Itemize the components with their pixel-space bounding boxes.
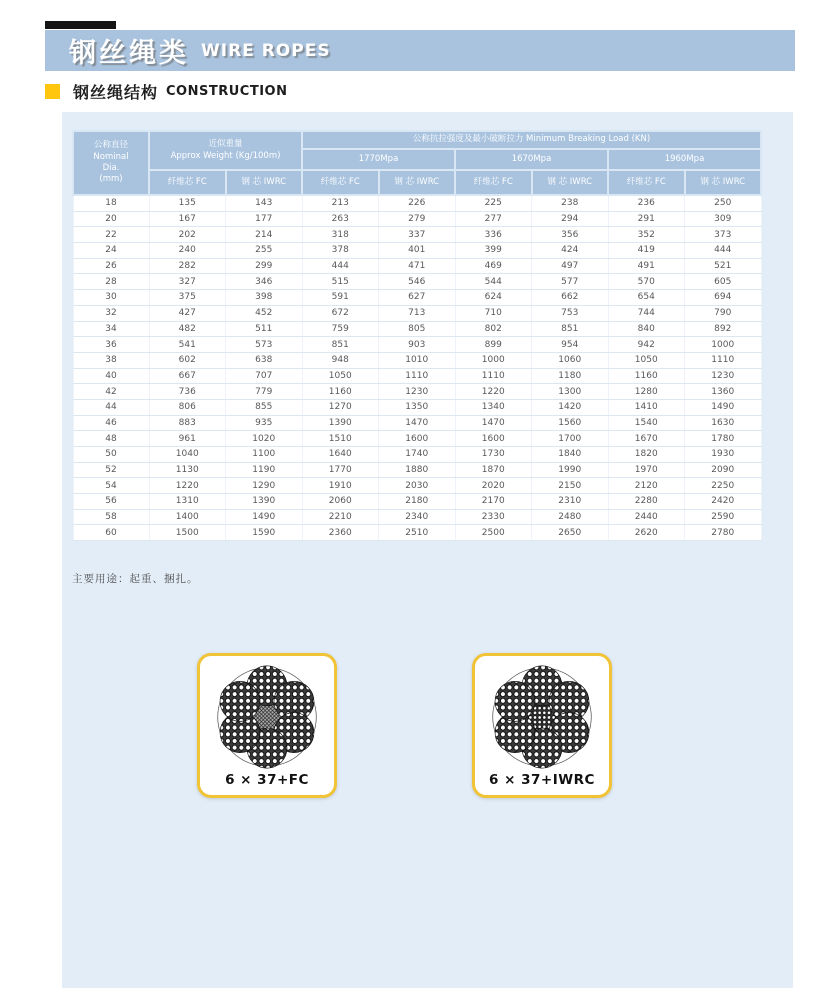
table-cell: 1040 xyxy=(149,447,226,463)
table-cell: 34 xyxy=(73,321,149,337)
section-title-en: CONSTRUCTION xyxy=(166,84,288,99)
table-cell: 177 xyxy=(226,211,303,227)
table-cell: 42 xyxy=(73,384,149,400)
table-cell: 2480 xyxy=(532,509,609,525)
table-cell: 851 xyxy=(302,337,379,353)
table-cell: 240 xyxy=(149,243,226,259)
table-cell: 291 xyxy=(608,211,685,227)
table-cell: 883 xyxy=(149,415,226,431)
table-cell: 1050 xyxy=(608,352,685,368)
table-cell: 263 xyxy=(302,211,379,227)
table-cell: 2250 xyxy=(685,478,762,494)
table-cell: 662 xyxy=(532,290,609,306)
category-banner xyxy=(45,30,795,71)
diagram-label-fc: 6 × 37+FC xyxy=(225,772,309,788)
table-cell: 1230 xyxy=(685,368,762,384)
header-iwrc: 钢 芯 IWRC xyxy=(226,170,303,195)
table-cell: 1470 xyxy=(455,415,532,431)
table-cell: 419 xyxy=(608,243,685,259)
table-cell: 541 xyxy=(149,337,226,353)
header-fc: 纤维芯 FC xyxy=(302,170,379,195)
table-cell: 36 xyxy=(73,337,149,353)
table-cell: 52 xyxy=(73,462,149,478)
table-row xyxy=(73,525,761,541)
table-row xyxy=(73,243,761,259)
header-1770mpa: 1770Mpa xyxy=(302,149,455,170)
header-iwrc: 钢 芯 IWRC xyxy=(532,170,609,195)
table-cell: 399 xyxy=(455,243,532,259)
table-cell: 336 xyxy=(455,227,532,243)
table-cell: 202 xyxy=(149,227,226,243)
table-cell: 236 xyxy=(608,195,685,211)
content-panel xyxy=(62,112,793,988)
table-cell: 48 xyxy=(73,431,149,447)
table-cell: 2360 xyxy=(302,525,379,541)
table-cell: 44 xyxy=(73,399,149,415)
table-cell: 707 xyxy=(226,368,303,384)
table-cell: 1410 xyxy=(608,399,685,415)
table-row xyxy=(73,305,761,321)
table-cell: 1390 xyxy=(226,494,303,510)
table-row xyxy=(73,431,761,447)
table-cell: 1630 xyxy=(685,415,762,431)
bullet-square-icon xyxy=(45,84,60,99)
table-row xyxy=(73,195,761,211)
table-cell: 2440 xyxy=(608,509,685,525)
table-cell: 2620 xyxy=(608,525,685,541)
table-row xyxy=(73,509,761,525)
table-cell: 954 xyxy=(532,337,609,353)
table-cell: 2280 xyxy=(608,494,685,510)
table-cell: 20 xyxy=(73,211,149,227)
table-cell: 1390 xyxy=(302,415,379,431)
table-row xyxy=(73,494,761,510)
diagram-label-iwrc: 6 × 37+IWRC xyxy=(489,772,595,788)
table-row xyxy=(73,211,761,227)
wire-rope-cross-section-iwrc-icon xyxy=(483,664,601,770)
table-cell: 961 xyxy=(149,431,226,447)
table-cell: 1000 xyxy=(455,352,532,368)
table-cell: 948 xyxy=(302,352,379,368)
table-cell: 56 xyxy=(73,494,149,510)
table-cell: 2510 xyxy=(379,525,456,541)
table-cell: 1820 xyxy=(608,447,685,463)
table-cell: 277 xyxy=(455,211,532,227)
header-iwrc: 钢 芯 IWRC xyxy=(685,170,762,195)
table-row xyxy=(73,462,761,478)
table-cell: 694 xyxy=(685,290,762,306)
table-cell: 1670 xyxy=(608,431,685,447)
table-row xyxy=(73,384,761,400)
table-cell: 491 xyxy=(608,258,685,274)
table-cell: 2030 xyxy=(379,478,456,494)
header-breaking-load: 公称抗拉强度及最小破断拉力 Minimum Breaking Load (KN) xyxy=(302,131,761,149)
table-cell: 2420 xyxy=(685,494,762,510)
table-cell: 346 xyxy=(226,274,303,290)
table-cell: 713 xyxy=(379,305,456,321)
table-cell: 1310 xyxy=(149,494,226,510)
table-cell: 1590 xyxy=(226,525,303,541)
table-cell: 294 xyxy=(532,211,609,227)
table-cell: 1870 xyxy=(455,462,532,478)
table-cell: 759 xyxy=(302,321,379,337)
table-cell: 710 xyxy=(455,305,532,321)
table-cell: 1350 xyxy=(379,399,456,415)
table-cell: 38 xyxy=(73,352,149,368)
table-cell: 1740 xyxy=(379,447,456,463)
header-fc: 纤维芯 FC xyxy=(149,170,226,195)
header-nominal-dia: 公称直径 Nominal Dia. (mm) xyxy=(73,131,149,195)
table-cell: 318 xyxy=(302,227,379,243)
table-cell: 1220 xyxy=(149,478,226,494)
table-cell: 591 xyxy=(302,290,379,306)
table-cell: 1400 xyxy=(149,509,226,525)
table-cell: 26 xyxy=(73,258,149,274)
table-cell: 398 xyxy=(226,290,303,306)
table-cell: 135 xyxy=(149,195,226,211)
table-cell: 282 xyxy=(149,258,226,274)
table-cell: 378 xyxy=(302,243,379,259)
table-cell: 482 xyxy=(149,321,226,337)
diagram-card-fc xyxy=(197,653,337,798)
table-cell: 1290 xyxy=(226,478,303,494)
table-cell: 802 xyxy=(455,321,532,337)
header-iwrc: 钢 芯 IWRC xyxy=(379,170,456,195)
table-row xyxy=(73,274,761,290)
table-row xyxy=(73,478,761,494)
table-cell: 30 xyxy=(73,290,149,306)
table-cell: 497 xyxy=(532,258,609,274)
table-cell: 469 xyxy=(455,258,532,274)
table-cell: 1160 xyxy=(302,384,379,400)
table-cell: 58 xyxy=(73,509,149,525)
table-cell: 1640 xyxy=(302,447,379,463)
table-cell: 736 xyxy=(149,384,226,400)
table-cell: 1780 xyxy=(685,431,762,447)
table-cell: 1280 xyxy=(608,384,685,400)
header-fc: 纤维芯 FC xyxy=(455,170,532,195)
table-cell: 238 xyxy=(532,195,609,211)
table-cell: 1490 xyxy=(685,399,762,415)
table-cell: 279 xyxy=(379,211,456,227)
table-cell: 577 xyxy=(532,274,609,290)
table-cell: 1160 xyxy=(608,368,685,384)
table-cell: 1020 xyxy=(226,431,303,447)
table-cell: 892 xyxy=(685,321,762,337)
table-cell: 444 xyxy=(302,258,379,274)
table-cell: 1100 xyxy=(226,447,303,463)
table-cell: 1970 xyxy=(608,462,685,478)
table-cell: 1910 xyxy=(302,478,379,494)
table-cell: 2500 xyxy=(455,525,532,541)
table-cell: 602 xyxy=(149,352,226,368)
table-cell: 143 xyxy=(226,195,303,211)
table-cell: 1730 xyxy=(455,447,532,463)
table-cell: 942 xyxy=(608,337,685,353)
table-cell: 806 xyxy=(149,399,226,415)
table-cell: 1060 xyxy=(532,352,609,368)
table-cell: 1510 xyxy=(302,431,379,447)
diagram-card-iwrc xyxy=(472,653,612,798)
table-cell: 638 xyxy=(226,352,303,368)
table-cell: 401 xyxy=(379,243,456,259)
table-cell: 250 xyxy=(685,195,762,211)
table-cell: 327 xyxy=(149,274,226,290)
header-1670mpa: 1670Mpa xyxy=(455,149,608,170)
table-cell: 213 xyxy=(302,195,379,211)
table-cell: 226 xyxy=(379,195,456,211)
table-row xyxy=(73,227,761,243)
table-cell: 1770 xyxy=(302,462,379,478)
table-cell: 546 xyxy=(379,274,456,290)
table-cell: 1490 xyxy=(226,509,303,525)
table-cell: 471 xyxy=(379,258,456,274)
table-cell: 605 xyxy=(685,274,762,290)
table-row xyxy=(73,290,761,306)
table-row xyxy=(73,352,761,368)
table-cell: 214 xyxy=(226,227,303,243)
table-cell: 515 xyxy=(302,274,379,290)
table-cell: 855 xyxy=(226,399,303,415)
table-cell: 225 xyxy=(455,195,532,211)
table-cell: 60 xyxy=(73,525,149,541)
banner-title-en: WIRE ROPES xyxy=(201,40,331,61)
table-cell: 427 xyxy=(149,305,226,321)
table-cell: 521 xyxy=(685,258,762,274)
table-cell: 40 xyxy=(73,368,149,384)
table-cell: 2210 xyxy=(302,509,379,525)
table-row xyxy=(73,415,761,431)
table-cell: 1500 xyxy=(149,525,226,541)
table-cell: 299 xyxy=(226,258,303,274)
table-cell: 46 xyxy=(73,415,149,431)
section-title-cn: 钢丝绳结构 xyxy=(73,83,159,102)
table-cell: 1130 xyxy=(149,462,226,478)
table-cell: 2310 xyxy=(532,494,609,510)
table-cell: 753 xyxy=(532,305,609,321)
table-cell: 54 xyxy=(73,478,149,494)
table-cell: 1180 xyxy=(532,368,609,384)
table-cell: 1990 xyxy=(532,462,609,478)
table-row xyxy=(73,321,761,337)
table-cell: 1050 xyxy=(302,368,379,384)
table-cell: 18 xyxy=(73,195,149,211)
table-row xyxy=(73,337,761,353)
table-cell: 2020 xyxy=(455,478,532,494)
table-cell: 337 xyxy=(379,227,456,243)
table-cell: 1600 xyxy=(379,431,456,447)
table-cell: 1300 xyxy=(532,384,609,400)
table-cell: 2170 xyxy=(455,494,532,510)
table-cell: 452 xyxy=(226,305,303,321)
table-cell: 1600 xyxy=(455,431,532,447)
table-cell: 1010 xyxy=(379,352,456,368)
table-row xyxy=(73,258,761,274)
table-cell: 1340 xyxy=(455,399,532,415)
table-cell: 744 xyxy=(608,305,685,321)
table-cell: 1190 xyxy=(226,462,303,478)
table-cell: 1930 xyxy=(685,447,762,463)
table-cell: 373 xyxy=(685,227,762,243)
table-cell: 667 xyxy=(149,368,226,384)
table-cell: 779 xyxy=(226,384,303,400)
table-cell: 903 xyxy=(379,337,456,353)
table-row xyxy=(73,368,761,384)
table-cell: 840 xyxy=(608,321,685,337)
header-fc: 纤维芯 FC xyxy=(608,170,685,195)
table-cell: 1110 xyxy=(455,368,532,384)
table-cell: 2590 xyxy=(685,509,762,525)
table-cell: 570 xyxy=(608,274,685,290)
table-cell: 356 xyxy=(532,227,609,243)
table-cell: 24 xyxy=(73,243,149,259)
table-cell: 899 xyxy=(455,337,532,353)
table-row xyxy=(73,447,761,463)
table-cell: 790 xyxy=(685,305,762,321)
table-cell: 935 xyxy=(226,415,303,431)
table-cell: 352 xyxy=(608,227,685,243)
page-corner-mark xyxy=(45,21,116,29)
spec-table-body xyxy=(73,195,761,541)
table-cell: 2650 xyxy=(532,525,609,541)
table-cell: 544 xyxy=(455,274,532,290)
table-cell: 1110 xyxy=(685,352,762,368)
section-heading xyxy=(45,83,287,100)
table-cell: 1840 xyxy=(532,447,609,463)
table-cell: 444 xyxy=(685,243,762,259)
table-cell: 654 xyxy=(608,290,685,306)
table-cell: 2340 xyxy=(379,509,456,525)
table-cell: 1700 xyxy=(532,431,609,447)
table-cell: 424 xyxy=(532,243,609,259)
table-cell: 2150 xyxy=(532,478,609,494)
header-approx-weight: 近似重量 Approx Weight (Kg/100m) xyxy=(149,131,302,170)
table-cell: 1110 xyxy=(379,368,456,384)
table-cell: 2780 xyxy=(685,525,762,541)
table-cell: 28 xyxy=(73,274,149,290)
table-cell: 805 xyxy=(379,321,456,337)
table-cell: 573 xyxy=(226,337,303,353)
table-cell: 1270 xyxy=(302,399,379,415)
table-cell: 624 xyxy=(455,290,532,306)
table-cell: 511 xyxy=(226,321,303,337)
table-cell: 1420 xyxy=(532,399,609,415)
spec-table xyxy=(72,130,762,541)
table-cell: 1360 xyxy=(685,384,762,400)
spec-table-wrap xyxy=(72,130,762,541)
table-cell: 2120 xyxy=(608,478,685,494)
table-row xyxy=(73,399,761,415)
table-cell: 32 xyxy=(73,305,149,321)
table-cell: 2180 xyxy=(379,494,456,510)
table-cell: 1540 xyxy=(608,415,685,431)
table-cell: 2060 xyxy=(302,494,379,510)
table-cell: 2330 xyxy=(455,509,532,525)
header-1960mpa: 1960Mpa xyxy=(608,149,761,170)
table-cell: 309 xyxy=(685,211,762,227)
table-cell: 50 xyxy=(73,447,149,463)
table-cell: 851 xyxy=(532,321,609,337)
table-cell: 672 xyxy=(302,305,379,321)
table-cell: 1880 xyxy=(379,462,456,478)
table-cell: 167 xyxy=(149,211,226,227)
table-cell: 375 xyxy=(149,290,226,306)
table-cell: 1470 xyxy=(379,415,456,431)
table-cell: 1230 xyxy=(379,384,456,400)
table-cell: 1000 xyxy=(685,337,762,353)
wire-rope-cross-section-fc-icon xyxy=(208,664,326,770)
usage-note: 主要用途：起重、捆扎。 xyxy=(72,573,199,585)
table-cell: 2090 xyxy=(685,462,762,478)
table-cell: 1220 xyxy=(455,384,532,400)
table-cell: 1560 xyxy=(532,415,609,431)
table-cell: 255 xyxy=(226,243,303,259)
table-cell: 627 xyxy=(379,290,456,306)
banner-title-cn: 钢丝绳类 xyxy=(69,38,189,69)
table-cell: 22 xyxy=(73,227,149,243)
